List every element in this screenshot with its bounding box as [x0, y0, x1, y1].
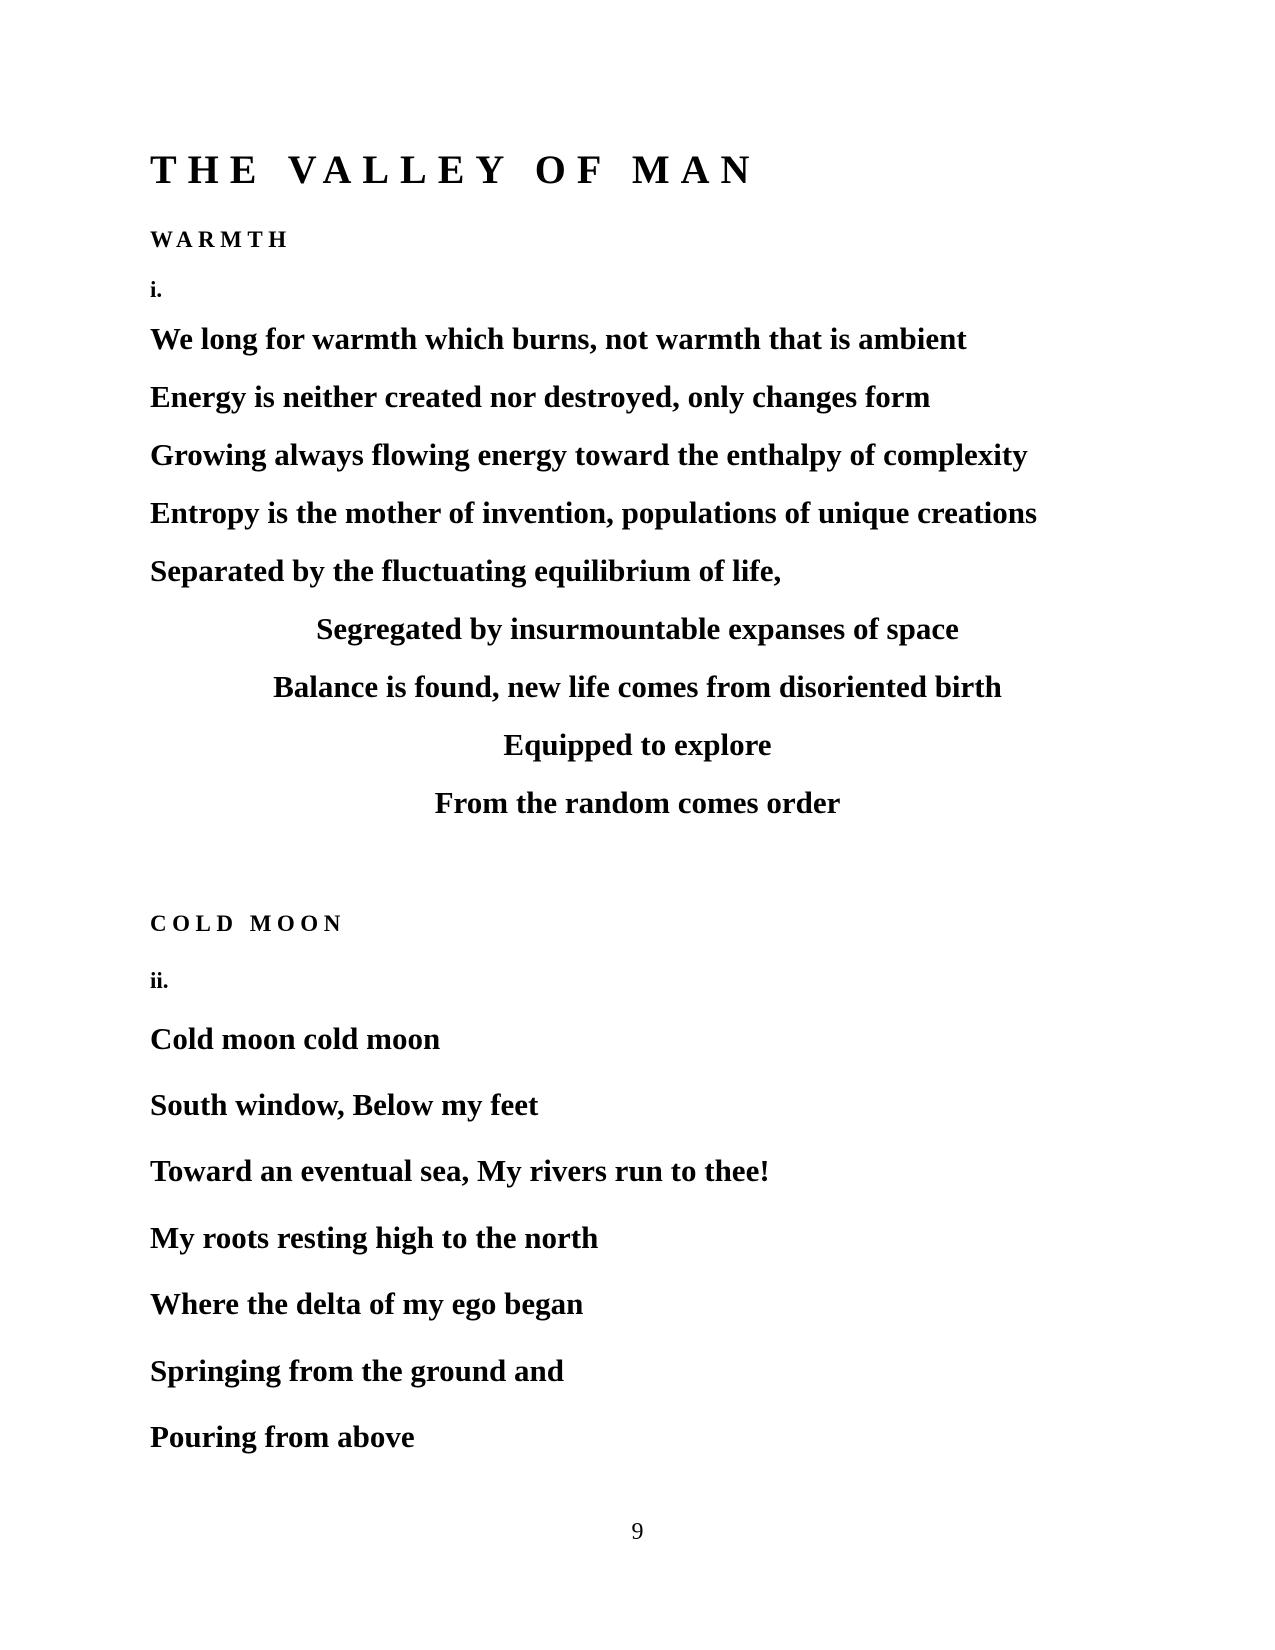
verse-line: Energy is neither created nor destroyed, only changes form: [150, 379, 931, 414]
verse-line-centered: Equipped to explore: [503, 727, 772, 762]
section-numeral: i.: [150, 277, 163, 302]
verse-line: Cold moon cold moon: [150, 1021, 441, 1056]
verse-line: Entropy is the mother of invention, populations of unique creations: [150, 495, 1038, 530]
section-heading: COLD MOON: [150, 911, 346, 936]
verse-line: We long for warmth which burns, not warmth that is ambient: [150, 321, 967, 356]
verse-line-centered: Segregated by insurmountable expanses of space: [316, 611, 959, 646]
verse-line-centered: Balance is found, new life comes from disoriented birth: [273, 669, 1002, 704]
section-numeral: ii.: [150, 968, 169, 993]
verse-line-centered: From the random comes order: [434, 785, 841, 820]
verse-line: Toward an eventual sea, My rivers run to thee!: [150, 1153, 770, 1188]
verse-line: Springing from the ground and: [150, 1353, 565, 1388]
verse-line: Where the delta of my ego began: [150, 1286, 584, 1321]
section-heading: WARMTH: [150, 227, 292, 252]
page-number: 9: [631, 1519, 644, 1545]
poem-collection-title: THE VALLEY OF MAN: [150, 147, 761, 192]
verse-line: Pouring from above: [150, 1419, 415, 1454]
verse-line: Growing always flowing energy toward the enthalpy of complexity: [150, 437, 1028, 472]
verse-line: My roots resting high to the north: [150, 1220, 599, 1255]
verse-line: South window, Below my feet: [150, 1087, 539, 1122]
verse-line: Separated by the fluctuating equilibrium of life,: [150, 553, 782, 588]
